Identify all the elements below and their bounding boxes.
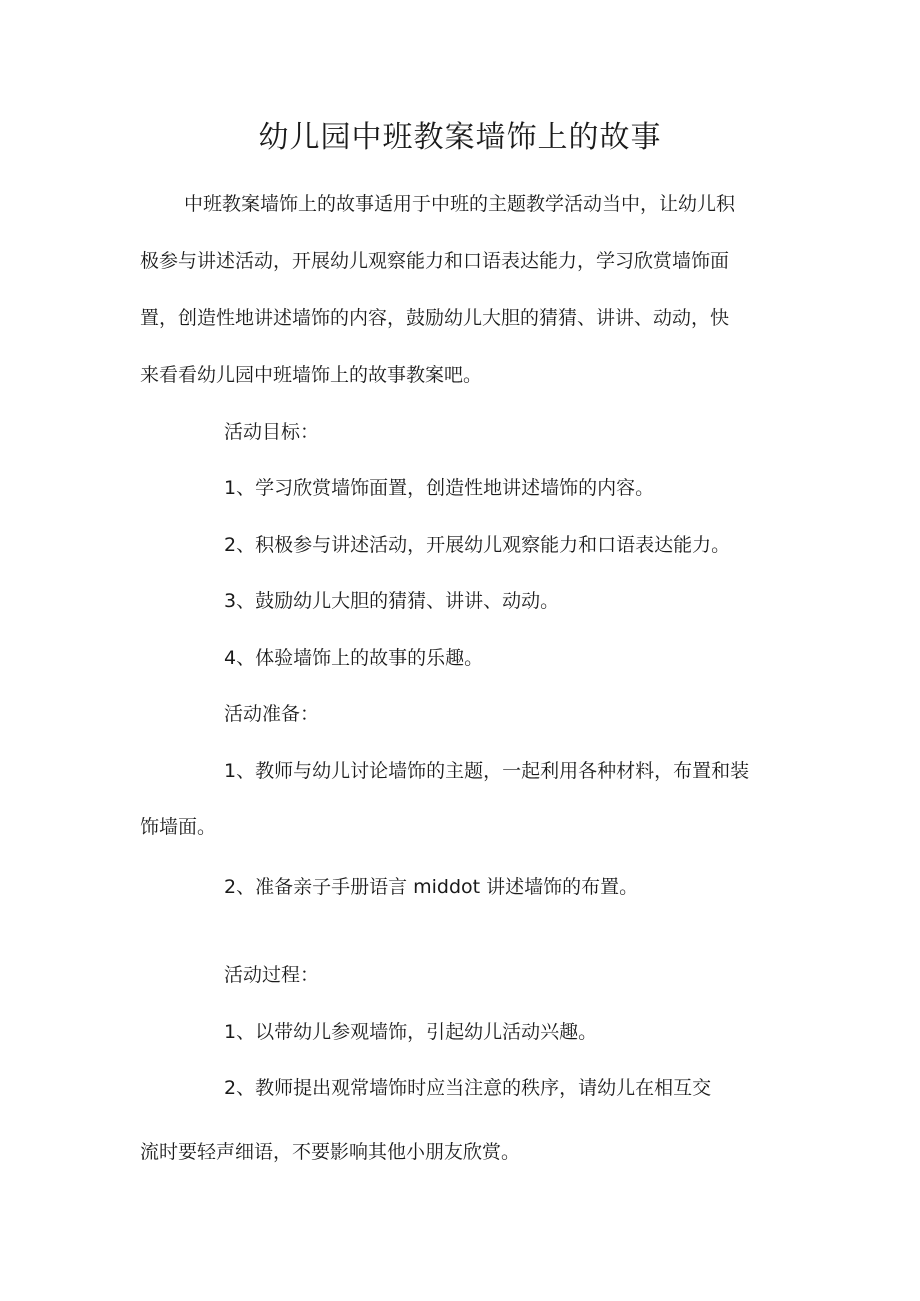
- goal-item-2: 2、积极参与讲述活动，开展幼儿观察能力和口语表达能力。: [224, 534, 731, 556]
- goal-item-3: 3、鼓励幼儿大胆的猜猜、讲讲、动动。: [224, 590, 560, 612]
- intro-line-1: 中班教案墙饰上的故事适用于中班的主题教学活动当中，让幼儿积: [184, 193, 736, 215]
- goal-item-1: 1、学习欣赏墙饰面置，创造性地讲述墙饰的内容。: [224, 477, 655, 499]
- process-item-2-line-1: 2、教师提出观常墙饰时应当注意的秩序，请幼儿在相互交: [224, 1077, 712, 1099]
- process-heading: 活动过程：: [224, 964, 320, 986]
- preparation-heading: 活动准备：: [224, 703, 320, 725]
- intro-line-2: 极参与讲述活动，开展幼儿观察能力和口语表达能力，学习欣赏墙饰面: [140, 250, 730, 272]
- goals-heading: 活动目标：: [224, 421, 320, 443]
- document-title: 幼儿园中班教案墙饰上的故事: [258, 120, 662, 155]
- goal-item-4: 4、体验墙饰上的故事的乐趣。: [224, 647, 484, 669]
- intro-line-3: 置，创造性地讲述墙饰的内容，鼓励幼儿大胆的猜猜、讲讲、动动，快: [140, 307, 730, 329]
- preparation-item-1-line-1: 1、教师与幼儿讨论墙饰的主题，一起利用各种材料，布置和装: [224, 760, 750, 782]
- process-item-1: 1、以带幼儿参观墙饰，引起幼儿活动兴趣。: [224, 1021, 598, 1043]
- process-item-2-line-2: 流时要轻声细语，不要影响其他小朋友欣赏。: [140, 1141, 521, 1163]
- preparation-item-2: 2、准备亲子手册语言 middot 讲述墙饰的布置。: [224, 876, 639, 898]
- preparation-item-1-line-2: 饰墙面。: [140, 816, 217, 838]
- intro-line-4: 来看看幼儿园中班墙饰上的故事教案吧。: [140, 364, 483, 386]
